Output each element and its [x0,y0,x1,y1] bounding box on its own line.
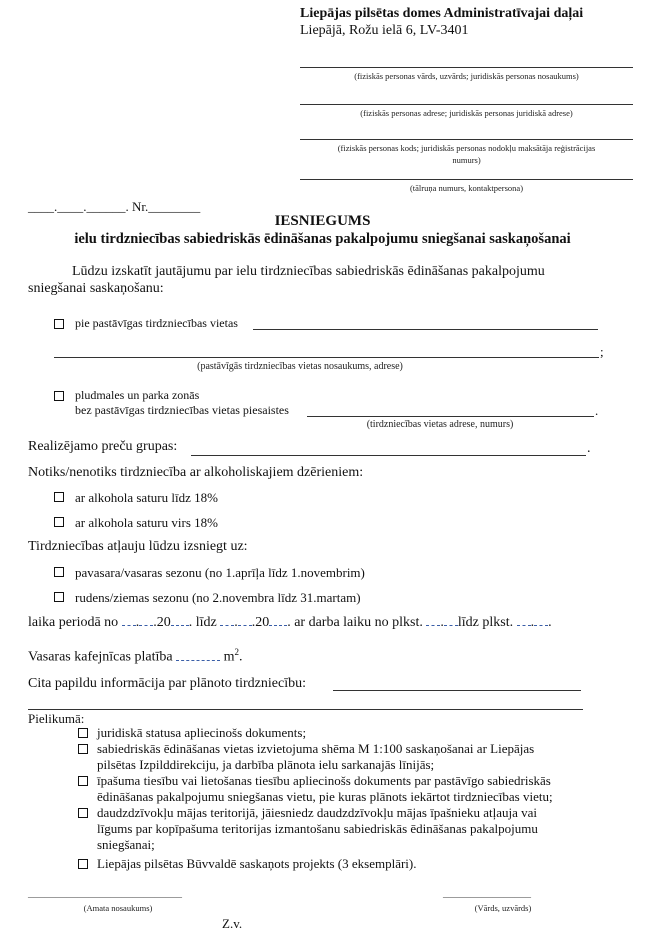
beach-park-caption: (tirdzniecības vietas adrese, numurs) [366,419,514,430]
phone-field-line[interactable] [300,179,633,180]
permanent-location-line-2[interactable] [54,357,599,358]
attachment-2-checkbox[interactable] [78,744,88,754]
area-unit: m [223,649,235,665]
document-subtitle: ielu tirdzniecības sabiedriskās ēdināšanas pakalpojumu sniegšanai saskaņošanai [74,231,571,247]
beach-park-checkbox[interactable] [54,391,64,401]
permanent-location-caption: (pastāvīgās tirdzniecības vietas nosaukums, adrese) [197,361,403,372]
work-hours-to-label: līdz plkst. [457,615,514,630]
winter-season-label: rudens/ziemas sezonu (no 2.novembra līdz 31.martam) [75,590,361,605]
addressee-address: Liepājā, Rožu ielā 6, LV-3401 [300,23,469,38]
attachments-label: Pielikumā: [28,711,85,726]
work-hours-from-label: . ar darba laiku no plkst. [287,615,423,630]
position-signature-line[interactable]: ____________________________ [28,887,182,899]
hours-to-m-field[interactable] [534,614,548,626]
to-year-prefix: .20 [251,615,270,630]
address-field-caption: (fiziskās personas adrese; juridiskās personas juridiskā adrese) [360,108,573,118]
attachment-5-text: Liepājas pilsētas Būvvaldē saskaņots projekts (3 eksemplāri). [97,856,417,871]
intro-line-2: sniegšanai saskaņošanu: [28,281,164,296]
goods-label: Realizējamo preču grupas: [28,439,178,454]
goods-line[interactable] [191,455,586,456]
attachment-5-checkbox[interactable] [78,859,88,869]
phone-field-caption: (tālruņa numurs, kontaktpersona) [409,183,524,193]
code-field-caption-2: numurs) [452,155,481,165]
area-row [28,647,243,666]
attachment-1-text: juridiskā statusa apliecinošs dokuments; [97,725,307,740]
attachment-2-text-1: sabiedriskās ēdināšanas vietas izvietojuma shēma M 1:100 saskaņošanai ar Liepājas [97,741,535,756]
winter-season-checkbox[interactable] [54,592,64,602]
name-field-caption: (fiziskās personas vārds, uzvārds; juridiskās personas nosaukums) [354,71,579,81]
to-month-field[interactable] [238,614,252,626]
other-info-line-1[interactable] [333,690,581,691]
attachment-4-text-2: līgums par kopīpašuma teritorijas izmantošanu sabiedriskās ēdināšanas pakalpojumu [97,821,538,836]
area-label: Vasaras kafejnīcas platība [28,649,173,665]
period-from-label: laika periodā no [28,615,119,630]
attachment-1-checkbox[interactable] [78,728,88,738]
attachment-3-text-1: īpašuma tiesību vai lietošanas tiesību apliecinošs dokuments par pastāvīgo sabiedriskās [97,773,551,788]
permanent-location-label: pie pastāvīgas tirdzniecības vietas [75,316,238,330]
from-day-field[interactable] [122,614,136,626]
alcohol-under-18-checkbox[interactable] [54,492,64,502]
area-dot: . [239,649,243,665]
addressee: Liepājas pilsētas domes Administratīvajai daļai [300,6,584,21]
permit-label: Tirdzniecības atļauju lūdzu izsniegt uz: [28,539,248,554]
name-field-line[interactable] [300,67,633,68]
attachment-4-checkbox[interactable] [78,808,88,818]
goods-period: . [587,441,591,456]
beach-park-label-1: pludmales un parka zonās [75,388,200,402]
other-info-line-2[interactable] [28,709,583,710]
hours-from-h-field[interactable] [426,614,440,626]
beach-park-address-line[interactable] [307,416,594,417]
code-field-caption-1: (fiziskās personas kods; juridiskās personas nodokļu maksātāja reģistrācijas [337,143,596,153]
summer-season-checkbox[interactable] [54,567,64,577]
from-month-field[interactable] [139,614,153,626]
stamp-place: Z.v. [222,916,243,931]
hours-to-h-field[interactable] [517,614,531,626]
to-year-field[interactable] [269,614,287,626]
hours-from-m-field[interactable] [444,614,458,626]
semicolon: ; [600,344,604,359]
other-info-label: Cita papildu informācija par plānoto tirdzniecību: [28,676,306,691]
attachment-4-text-1: daudzdzīvokļu mājas teritorijā, jāiesniedz daudzdzīvokļu mājas īpašnieku atļauja vai [97,805,538,820]
attachment-4-text-3: sniegšanai; [97,837,155,852]
from-year-prefix: .20 [153,615,171,630]
area-unit-sup: 2 [234,647,239,657]
permanent-location-checkbox[interactable] [54,319,64,329]
alcohol-over-18-checkbox[interactable] [54,517,64,527]
document-title: IESNIEGUMS [274,213,371,229]
attachment-3-checkbox[interactable] [78,776,88,786]
summer-season-label: pavasara/vasaras sezonu (no 1.aprīļa līdz 1.novembrim) [75,565,365,580]
name-signature-line[interactable]: ________________ [443,887,531,899]
from-year-field[interactable] [171,614,189,626]
to-day-field[interactable] [220,614,234,626]
beach-park-period: . [595,403,599,418]
intro-line-1: Lūdzu izskatīt jautājumu par ielu tirdzniecības sabiedriskās ēdināšanas pakalpojumu [72,264,545,279]
alcohol-over-18-label: ar alkohola saturu virs 18% [75,515,218,530]
beach-park-label-2: bez pastāvīgas tirdzniecības vietas piesaistes [75,403,289,417]
alcohol-label: Notiks/nenotiks tirdzniecība ar alkoholiskajiem dzērieniem: [28,465,364,480]
date-number-field[interactable]: ____.____.______. Nr.________ [28,199,201,214]
period-row: laika periodā no . .20 . līdz . .20 . ar darba laiku no plkst. . līdz plkst. . . [28,615,552,630]
attachment-3-text-2: ēdināšanas pakalpojumu sniegšanas vietu, pie kuras plānots iekārtot tirdzniecības vietu; [97,789,553,804]
permanent-location-line[interactable] [253,329,598,330]
attachment-2-text-2: pilsētas Izpilddirekciju, ja darbība plānota ielu sarkanajās līnijās; [97,757,435,772]
period-to-label: . līdz [188,615,217,630]
alcohol-under-18-label: ar alkohola saturu līdz 18% [75,490,218,505]
name-caption: (Vārds, uzvārds) [474,903,532,913]
address-field-line[interactable] [300,104,633,105]
code-field-line[interactable] [300,139,633,140]
position-caption: (Amata nosaukums) [83,903,153,913]
area-field[interactable] [176,649,220,661]
